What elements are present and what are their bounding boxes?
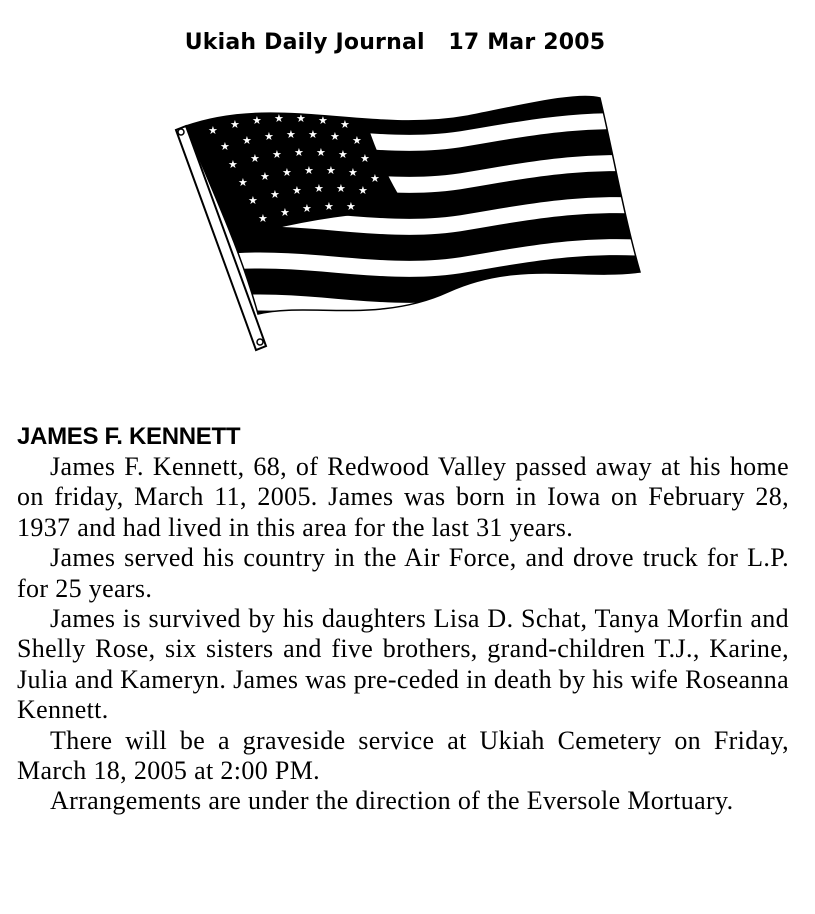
svg-text:★: ★ — [208, 124, 218, 137]
svg-text:★: ★ — [258, 212, 268, 225]
svg-text:★: ★ — [352, 134, 362, 147]
svg-text:★: ★ — [248, 194, 258, 207]
svg-text:★: ★ — [318, 114, 328, 127]
obituary-paragraph: James F. Kennett, 68, of Redwood Valley passed away at his home on friday, March 11, 2005. James was born in Iowa on February 28, 1937 and had lived in this area for the last 31 years. — [17, 452, 789, 542]
svg-text:★: ★ — [314, 182, 324, 195]
svg-text:★: ★ — [280, 206, 290, 219]
svg-text:★: ★ — [242, 134, 252, 147]
svg-text:★: ★ — [304, 164, 314, 177]
svg-text:★: ★ — [292, 184, 302, 197]
svg-text:★: ★ — [330, 130, 340, 143]
svg-text:★: ★ — [326, 164, 336, 177]
obituary-paragraph: There will be a graveside service at Ukiah Cemetery on Friday, March 18, 2005 at 2:00 PM. — [17, 725, 789, 786]
svg-text:★: ★ — [260, 170, 270, 183]
svg-text:★: ★ — [346, 200, 356, 213]
svg-text:★: ★ — [324, 200, 334, 213]
svg-text:★: ★ — [274, 112, 284, 125]
svg-text:★: ★ — [238, 176, 248, 189]
obituary-name: JAMES F. KENNETT — [17, 423, 241, 450]
svg-text:★: ★ — [360, 152, 370, 165]
obituary — [17, 422, 789, 817]
svg-text:★: ★ — [270, 188, 280, 201]
svg-text:★: ★ — [316, 146, 326, 159]
svg-text:★: ★ — [272, 148, 282, 161]
svg-text:★: ★ — [264, 130, 274, 143]
obituary-paragraph: James is survived by his daughters Lisa D. Schat, Tanya Morfin and Shelly Rose, six sisters and five brothers, grand-children T.J., Karine, Julia and Kameryn. James was pre-ceded in death by his wife Roseanna Kennett. — [17, 604, 789, 725]
svg-text:★: ★ — [250, 152, 260, 165]
svg-text:★: ★ — [336, 182, 346, 195]
publication-name: Ukiah Daily Journal — [184, 30, 425, 55]
american-flag-icon — [168, 92, 648, 357]
svg-text:★: ★ — [358, 184, 368, 197]
svg-text:★: ★ — [348, 166, 358, 179]
svg-text:★: ★ — [286, 128, 296, 141]
svg-text:★: ★ — [282, 166, 292, 179]
obituary-paragraph: Arrangements are under the direction of the Eversole Mortuary. — [50, 786, 734, 816]
svg-text:★: ★ — [308, 128, 318, 141]
publication-date: 17 Mar 2005 — [448, 30, 606, 55]
svg-text:★: ★ — [296, 112, 306, 125]
svg-text:★: ★ — [302, 202, 312, 215]
svg-text:★: ★ — [370, 172, 380, 185]
svg-text:★: ★ — [252, 114, 262, 127]
obituary-paragraph: James served his country in the Air Force, and drove truck for L.P. for 25 years. — [17, 543, 789, 603]
svg-text:★: ★ — [230, 118, 240, 131]
svg-text:★: ★ — [228, 158, 238, 171]
svg-text:★: ★ — [220, 140, 230, 153]
masthead — [0, 30, 790, 55]
svg-text:★: ★ — [340, 118, 350, 131]
svg-text:★: ★ — [294, 146, 304, 159]
svg-text:★: ★ — [338, 148, 348, 161]
